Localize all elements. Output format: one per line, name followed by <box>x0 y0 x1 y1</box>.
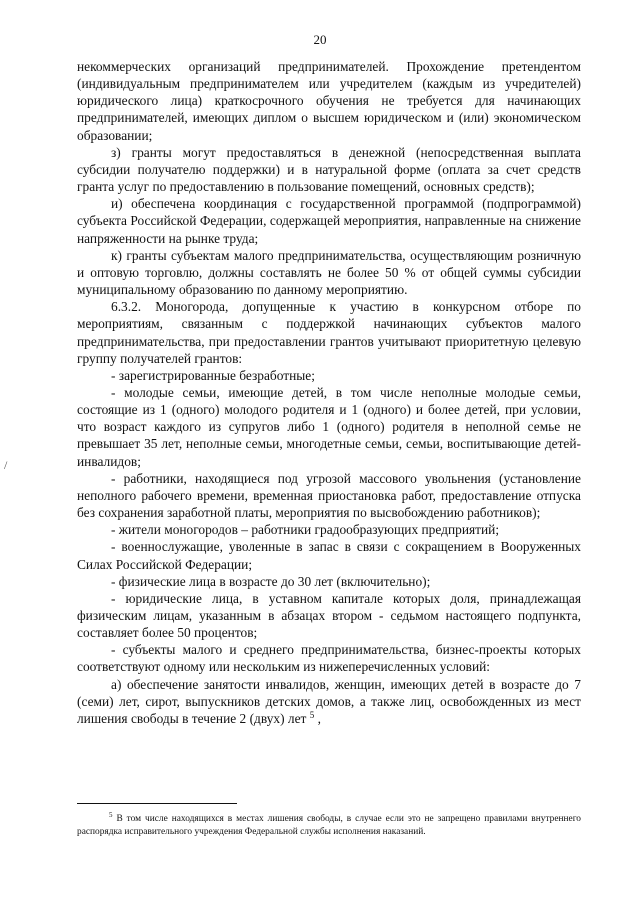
paragraph-section-6-3-2: 6.3.2. Моногорода, допущенные к участию в конкурсном отборе по мероприятиям, связанным с поддержкой начинающих субъектов малого предпринимательства, при предоставлении грантов учитывают приоритетную целевую группу получателей грантов: <box>77 299 581 366</box>
subitem-a-text: а) обеспечение занятости инвалидов, женщин, имеющих детей в возрасте до 7 (семи) лет, сирот, выпускников детских домов, а также лиц, освобожденных из мест лишения свободы в течение 2 (двух) лет <box>77 676 581 726</box>
paragraph-item-i: и) обеспечена координация с государственной программой (подпрограммой) субъекта Российской Федерации, содержащей мероприятия, направленные на снижение напряженности на рынке труда; <box>77 196 581 246</box>
list-item-legal-entities: - юридические лица, в уставном капитале которых доля, принадлежащая физическим лицам, указанным в абзацах втором - седьмом настоящего подпункта, составляет более 50 процентов; <box>77 590 581 641</box>
list-item-sme-subjects: - субъекты малого и среднего предпринимательства, бизнес-проекты которых соответствуют одному или нескольким из нижеперечисленных условий: <box>77 642 581 675</box>
paragraph-continuation: некоммерческих организаций предпринимателей. Прохождение претендентом (индивидуальным предпринимателем или учредителем (каждым из учредителей) юридического лица) краткосрочного обучения не требуется для начинающих предпринимателей, имеющих диплом о высшем юридическом и (или) экономическом образовании; <box>77 59 581 143</box>
list-item-unemployed: - зарегистрированные безработные; <box>111 367 315 383</box>
paragraph-subitem-a <box>77 676 581 727</box>
list-item-young-families: - молодые семьи, имеющие детей, в том числе неполные молодые семьи, состоящие из 1 (одного) молодого родителя и 1 (одного) и более детей, при условии, что возраст каждого из супругов либо 1 (одного) родителя в неполной семье не превышает 35 лет, неполные семьи, многодетные семьи, семьи, воспитывающие детей-инвалидов; <box>77 384 581 469</box>
footnote <box>77 813 581 839</box>
paragraph-item-k: к) гранты субъектам малого предпринимательства, осуществляющим розничную и оптовую торговлю, должны составлять не более 50 % от общей суммы субсидии муниципальному образованию по данному мероприятию. <box>77 247 581 298</box>
list-item-servicemen: - военнослужащие, уволенные в запас в связи с сокращением в Вооруженных Силах Российской Федерации; <box>77 539 581 572</box>
footnote-marker: 5 <box>109 811 113 819</box>
footnote-divider <box>77 803 237 804</box>
list-item-monotown-residents: - жители моногородов – работники градообразующих предприятий; <box>111 522 500 538</box>
paragraph-item-z: з) гранты могут предоставляться в денежной (непосредственная выплата субсидии получателю поддержки) и в натуральной форме (оплата за счет средств гранта услуг по предоставлению в пользование помещений, основных средств); <box>77 144 581 195</box>
list-item-under-30: - физические лица в возрасте до 30 лет (включительно); <box>111 573 431 589</box>
margin-mark: / <box>4 458 8 472</box>
list-item-workers-dismissal: - работники, находящиеся под угрозой массового увольнения (установление неполного рабочего времени, временная приостановка работ, предоставление отпуска без сохранения заработной платы, мероприятия по высвобождению работников); <box>77 470 581 521</box>
document-body <box>77 58 581 727</box>
trailing-comma: , <box>317 710 321 726</box>
footnote-body: В том числе находящихся в местах лишения свободы, в случае если это не запрещено правилами внутреннего распорядка исправительного учреждения Федеральной службы исполнения наказаний. <box>77 814 581 837</box>
footnote-reference: 5 <box>309 709 315 720</box>
page-number: 20 <box>313 32 327 47</box>
